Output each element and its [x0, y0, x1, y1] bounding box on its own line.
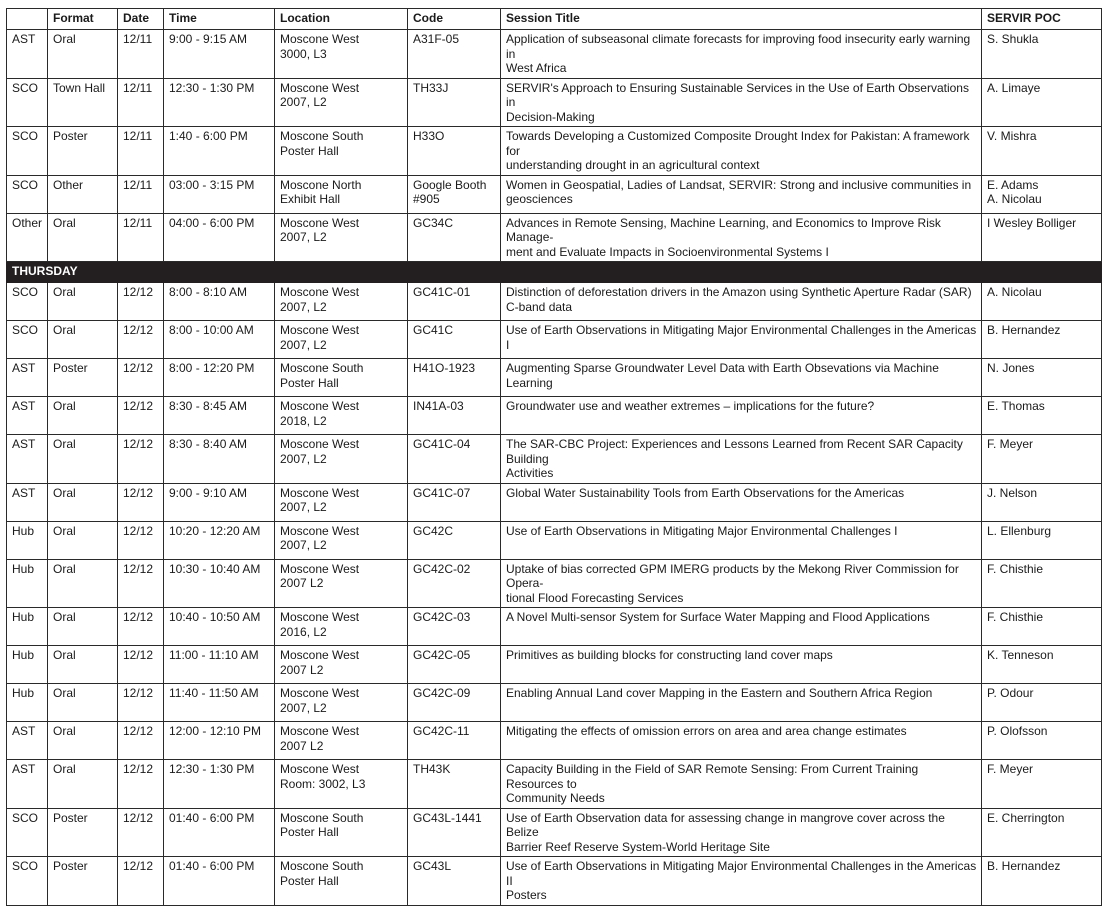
track-cell: Hub: [7, 646, 48, 684]
time-cell: 8:30 - 8:40 AM: [164, 435, 275, 484]
track-cell: SCO: [7, 857, 48, 906]
date-cell: 12/12: [118, 435, 164, 484]
track-cell: SCO: [7, 808, 48, 857]
code-cell: GC41C-07: [408, 483, 501, 521]
location-cell: Moscone West 2007, L2: [275, 521, 408, 559]
date-cell: 12/11: [118, 213, 164, 262]
date-cell: 12/12: [118, 857, 164, 906]
session-title-cell: Use of Earth Observations in Mitigating Major Environmental Challenges in the Americas I: [501, 321, 982, 359]
date-cell: 12/12: [118, 760, 164, 809]
poc-cell: J. Nelson: [982, 483, 1102, 521]
location-cell: Moscone West 2018, L2: [275, 397, 408, 435]
format-cell: Oral: [48, 722, 118, 760]
track-cell: AST: [7, 435, 48, 484]
code-cell: TH43K: [408, 760, 501, 809]
poc-cell: E. Cherrington: [982, 808, 1102, 857]
session-title-cell: Use of Earth Observations in Mitigating Major Environmental Challenges I: [501, 521, 982, 559]
track-cell: Hub: [7, 521, 48, 559]
header-date: Date: [118, 9, 164, 30]
format-cell: Poster: [48, 857, 118, 906]
header-format: Format: [48, 9, 118, 30]
date-cell: 12/12: [118, 359, 164, 397]
track-cell: Hub: [7, 684, 48, 722]
format-cell: Poster: [48, 359, 118, 397]
time-cell: 01:40 - 6:00 PM: [164, 857, 275, 906]
time-cell: 10:20 - 12:20 AM: [164, 521, 275, 559]
date-cell: 12/12: [118, 321, 164, 359]
table-row: [7, 722, 1102, 760]
table-row: [7, 646, 1102, 684]
table-row: [7, 283, 1102, 321]
poc-cell: N. Jones: [982, 359, 1102, 397]
poc-cell: A. Nicolau: [982, 283, 1102, 321]
poc-cell: P. Odour: [982, 684, 1102, 722]
format-cell: Oral: [48, 483, 118, 521]
date-cell: 12/12: [118, 608, 164, 646]
schedule-table: [6, 8, 1102, 906]
date-cell: 12/11: [118, 175, 164, 213]
time-cell: 12:30 - 1:30 PM: [164, 760, 275, 809]
table-row: [7, 397, 1102, 435]
code-cell: GC41C-04: [408, 435, 501, 484]
poc-cell: S. Shukla: [982, 30, 1102, 79]
code-cell: GC42C: [408, 521, 501, 559]
poc-cell: P. Olofsson: [982, 722, 1102, 760]
table-row: [7, 684, 1102, 722]
poc-cell: E. Adams A. Nicolau: [982, 175, 1102, 213]
session-title-cell: Women in Geospatial, Ladies of Landsat, SERVIR: Strong and inclusive communities in geosciences: [501, 175, 982, 213]
session-title-cell: Global Water Sustainability Tools from Earth Observations for the Americas: [501, 483, 982, 521]
table-row: [7, 78, 1102, 127]
poc-cell: K. Tenneson: [982, 646, 1102, 684]
header-location: Location: [275, 9, 408, 30]
location-cell: Moscone West 2007, L2: [275, 213, 408, 262]
session-title-cell: Use of Earth Observation data for assessing change in mangrove cover across the Belize Barrier Reef Reserve System-World Heritage Site: [501, 808, 982, 857]
table-row: [7, 435, 1102, 484]
header-code: Code: [408, 9, 501, 30]
session-title-cell: Uptake of bias corrected GPM IMERG products by the Mekong River Commission for Opera- tional Flood Forecasting Services: [501, 559, 982, 608]
code-cell: GC42C-05: [408, 646, 501, 684]
location-cell: Moscone West 2007 L2: [275, 646, 408, 684]
code-cell: GC42C-02: [408, 559, 501, 608]
track-cell: SCO: [7, 321, 48, 359]
location-cell: Moscone West 2007 L2: [275, 559, 408, 608]
format-cell: Oral: [48, 321, 118, 359]
format-cell: Oral: [48, 30, 118, 79]
date-cell: 12/11: [118, 78, 164, 127]
time-cell: 12:30 - 1:30 PM: [164, 78, 275, 127]
section-row-thursday: [7, 262, 1102, 283]
table-row: [7, 608, 1102, 646]
time-cell: 11:40 - 11:50 AM: [164, 684, 275, 722]
table-row: [7, 857, 1102, 906]
code-cell: TH33J: [408, 78, 501, 127]
format-cell: Oral: [48, 559, 118, 608]
time-cell: 1:40 - 6:00 PM: [164, 127, 275, 176]
table-row: [7, 559, 1102, 608]
format-cell: Oral: [48, 684, 118, 722]
code-cell: H41O-1923: [408, 359, 501, 397]
header-track: [7, 9, 48, 30]
date-cell: 12/12: [118, 283, 164, 321]
format-cell: Oral: [48, 435, 118, 484]
time-cell: 8:00 - 8:10 AM: [164, 283, 275, 321]
header-row: [7, 9, 1102, 30]
time-cell: 01:40 - 6:00 PM: [164, 808, 275, 857]
poc-cell: V. Mishra: [982, 127, 1102, 176]
track-cell: SCO: [7, 78, 48, 127]
session-title-cell: The SAR-CBC Project: Experiences and Lessons Learned from Recent SAR Capacity Building Activities: [501, 435, 982, 484]
track-cell: Hub: [7, 559, 48, 608]
code-cell: GC42C-11: [408, 722, 501, 760]
code-cell: GC42C-09: [408, 684, 501, 722]
track-cell: AST: [7, 483, 48, 521]
table-row: [7, 30, 1102, 79]
poc-cell: F. Meyer: [982, 760, 1102, 809]
code-cell: GC41C-01: [408, 283, 501, 321]
date-cell: 12/11: [118, 127, 164, 176]
time-cell: 12:00 - 12:10 PM: [164, 722, 275, 760]
session-title-cell: Augmenting Sparse Groundwater Level Data with Earth Obsevations via Machine Learning: [501, 359, 982, 397]
table-row: [7, 359, 1102, 397]
track-cell: Hub: [7, 608, 48, 646]
location-cell: Moscone West 2007, L2: [275, 283, 408, 321]
date-cell: 12/12: [118, 808, 164, 857]
schedule-body: [7, 9, 1102, 906]
poc-cell: F. Chisthie: [982, 559, 1102, 608]
code-cell: Google Booth #905: [408, 175, 501, 213]
format-cell: Poster: [48, 127, 118, 176]
table-row: [7, 175, 1102, 213]
header-servir-poc: SERVIR POC: [982, 9, 1102, 30]
session-title-cell: SERVIR's Approach to Ensuring Sustainable Services in the Use of Earth Observations in Decision-Making: [501, 78, 982, 127]
format-cell: Poster: [48, 808, 118, 857]
track-cell: AST: [7, 760, 48, 809]
code-cell: GC41C: [408, 321, 501, 359]
code-cell: GC42C-03: [408, 608, 501, 646]
location-cell: Moscone West 2007, L2: [275, 78, 408, 127]
poc-cell: F. Meyer: [982, 435, 1102, 484]
location-cell: Moscone West 3000, L3: [275, 30, 408, 79]
session-title-cell: Primitives as building blocks for constructing land cover maps: [501, 646, 982, 684]
track-cell: SCO: [7, 127, 48, 176]
session-title-cell: Application of subseasonal climate forecasts for improving food insecurity early warning in West Africa: [501, 30, 982, 79]
code-cell: GC43L: [408, 857, 501, 906]
session-title-cell: Groundwater use and weather extremes – implications for the future?: [501, 397, 982, 435]
session-title-cell: Mitigating the effects of omission errors on area and area change estimates: [501, 722, 982, 760]
session-title-cell: Capacity Building in the Field of SAR Remote Sensing: From Current Training Resources to Community Needs: [501, 760, 982, 809]
code-cell: A31F-05: [408, 30, 501, 79]
session-title-cell: Advances in Remote Sensing, Machine Learning, and Economics to Improve Risk Manage- ment and Evaluate Impacts in Socioenvironmental Systems I: [501, 213, 982, 262]
table-row: [7, 760, 1102, 809]
format-cell: Other: [48, 175, 118, 213]
location-cell: Moscone West 2016, L2: [275, 608, 408, 646]
location-cell: Moscone South Poster Hall: [275, 808, 408, 857]
date-cell: 12/12: [118, 646, 164, 684]
date-cell: 12/12: [118, 397, 164, 435]
format-cell: Oral: [48, 760, 118, 809]
track-cell: SCO: [7, 175, 48, 213]
format-cell: Oral: [48, 521, 118, 559]
poc-cell: B. Hernandez: [982, 857, 1102, 906]
time-cell: 10:30 - 10:40 AM: [164, 559, 275, 608]
location-cell: Moscone West 2007, L2: [275, 483, 408, 521]
track-cell: SCO: [7, 283, 48, 321]
session-title-cell: Towards Developing a Customized Composite Drought Index for Pakistan: A framework for understanding drought in an agricultural context: [501, 127, 982, 176]
location-cell: Moscone South Poster Hall: [275, 359, 408, 397]
location-cell: Moscone South Poster Hall: [275, 127, 408, 176]
track-cell: AST: [7, 397, 48, 435]
location-cell: Moscone West 2007, L2: [275, 684, 408, 722]
table-row: [7, 127, 1102, 176]
track-cell: AST: [7, 30, 48, 79]
table-row: [7, 521, 1102, 559]
header-time: Time: [164, 9, 275, 30]
poc-cell: L. Ellenburg: [982, 521, 1102, 559]
location-cell: Moscone North Exhibit Hall: [275, 175, 408, 213]
poc-cell: A. Limaye: [982, 78, 1102, 127]
date-cell: 12/11: [118, 30, 164, 79]
poc-cell: F. Chisthie: [982, 608, 1102, 646]
time-cell: 10:40 - 10:50 AM: [164, 608, 275, 646]
header-session-title: Session Title: [501, 9, 982, 30]
location-cell: Moscone West 2007, L2: [275, 321, 408, 359]
format-cell: Oral: [48, 608, 118, 646]
time-cell: 8:30 - 8:45 AM: [164, 397, 275, 435]
poc-cell: E. Thomas: [982, 397, 1102, 435]
date-cell: 12/12: [118, 684, 164, 722]
date-cell: 12/12: [118, 559, 164, 608]
session-title-cell: Enabling Annual Land cover Mapping in the Eastern and Southern Africa Region: [501, 684, 982, 722]
format-cell: Oral: [48, 213, 118, 262]
format-cell: Town Hall: [48, 78, 118, 127]
table-row: [7, 321, 1102, 359]
table-row: [7, 808, 1102, 857]
code-cell: IN41A-03: [408, 397, 501, 435]
track-cell: AST: [7, 722, 48, 760]
format-cell: Oral: [48, 397, 118, 435]
location-cell: Moscone South Poster Hall: [275, 857, 408, 906]
time-cell: 11:00 - 11:10 AM: [164, 646, 275, 684]
location-cell: Moscone West 2007 L2: [275, 722, 408, 760]
date-cell: 12/12: [118, 722, 164, 760]
time-cell: 9:00 - 9:15 AM: [164, 30, 275, 79]
track-cell: Other: [7, 213, 48, 262]
table-row: [7, 483, 1102, 521]
location-cell: Moscone West 2007, L2: [275, 435, 408, 484]
format-cell: Oral: [48, 283, 118, 321]
code-cell: GC34C: [408, 213, 501, 262]
poc-cell: B. Hernandez: [982, 321, 1102, 359]
poc-cell: I Wesley Bolliger: [982, 213, 1102, 262]
time-cell: 8:00 - 10:00 AM: [164, 321, 275, 359]
track-cell: AST: [7, 359, 48, 397]
format-cell: Oral: [48, 646, 118, 684]
date-cell: 12/12: [118, 521, 164, 559]
session-title-cell: Distinction of deforestation drivers in the Amazon using Synthetic Aperture Radar (SAR) C-band data: [501, 283, 982, 321]
session-title-cell: A Novel Multi-sensor System for Surface Water Mapping and Flood Applications: [501, 608, 982, 646]
time-cell: 03:00 - 3:15 PM: [164, 175, 275, 213]
session-title-cell: Use of Earth Observations in Mitigating Major Environmental Challenges in the Americas II Posters: [501, 857, 982, 906]
time-cell: 9:00 - 9:10 AM: [164, 483, 275, 521]
time-cell: 8:00 - 12:20 PM: [164, 359, 275, 397]
date-cell: 12/12: [118, 483, 164, 521]
location-cell: Moscone West Room: 3002, L3: [275, 760, 408, 809]
code-cell: H33O: [408, 127, 501, 176]
time-cell: 04:00 - 6:00 PM: [164, 213, 275, 262]
section-label: THURSDAY: [7, 262, 1102, 283]
table-row: [7, 213, 1102, 262]
code-cell: GC43L-1441: [408, 808, 501, 857]
